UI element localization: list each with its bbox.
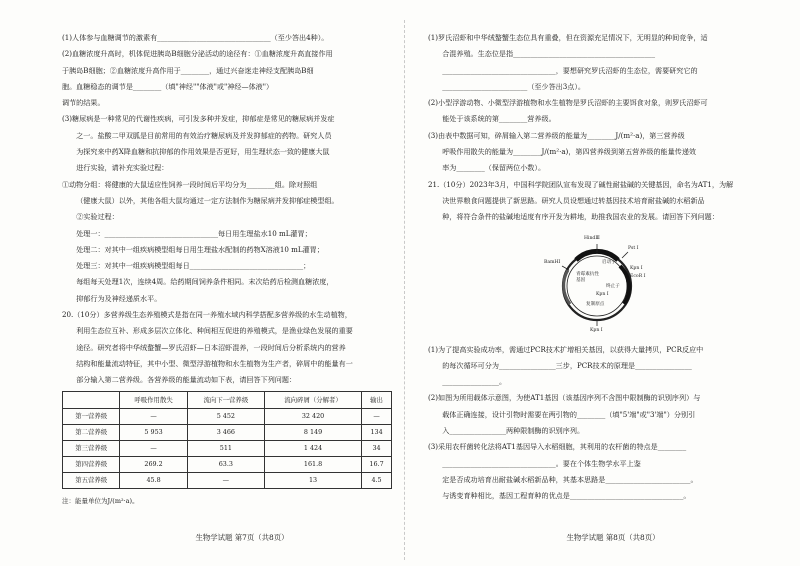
text-line: 20.（10分）多营养级生态养殖模式是指在同一养殖水域内科学搭配多营养级的水生动植物， — [62, 310, 352, 320]
text-line: 胞。血糖稳态的调节是________（填"神经""体液"或"神经—体液"） — [62, 81, 274, 91]
text-line: 能处于该系统的第________营养级。 — [442, 114, 556, 124]
table-cell: 16.7 — [362, 456, 392, 472]
text-line: (2)血糖浓度升高时，机体促进胰岛B细胞分泌活动的途径有：①血糖浓度升高直接作用 — [62, 49, 333, 59]
plasmid-vector-diagram — [522, 230, 672, 340]
table-cell: 161.8 — [264, 456, 361, 472]
text-line: 部分输入第二营养级。各营养级的能量流动如下表，请回答下列问题： — [76, 375, 297, 385]
text-line: 与诱变育种相比，基因工程育种的优点是________________________________。 — [442, 491, 691, 501]
table-cell: 5 953 — [120, 424, 187, 440]
site-label-psti: Pst Ⅰ — [628, 245, 639, 251]
site-label-kpni-1: Kpn Ⅰ — [630, 265, 643, 271]
text-line: 合混养殖。生态位是指________________________________________ — [442, 49, 655, 59]
text-line: 为探究来中药X降血糖和抗抑郁的作用效果是否更好，用生理状态一致的健康大鼠 — [76, 147, 330, 157]
right-question-text — [428, 30, 766, 226]
table-cell: — — [362, 408, 392, 424]
text-line: 种，将符合条件的盐碱地适度有序开发为耕地，助推我国农业的发展。请回答下列问题： — [442, 212, 719, 222]
text-line: 入________________两种限制酶的识别序列。 — [442, 426, 585, 436]
table-cell: 1 424 — [264, 440, 361, 456]
table-cell: 34 — [362, 440, 392, 456]
table-cell: — — [187, 472, 264, 488]
text-line: ________________________________。要在个体生物学水平上鉴 — [442, 458, 641, 468]
table-cell: 8 149 — [264, 424, 361, 440]
text-line: 处理二：对其中一组疾病模型组每日用生理盐水配制的药物X溶液10 mL灌胃； — [76, 244, 324, 254]
text-line: 处理三：对其中一组疾病模型组每日________________________________； — [76, 261, 311, 271]
text-line: （健康大鼠）以外，其他各组大鼠均通过一定方法制作为糖尿病并发抑郁症模型组。 — [76, 195, 339, 205]
table-cell: 63.3 — [187, 456, 264, 472]
table-cell: 511 — [187, 440, 264, 456]
table-cell: 32 420 — [264, 408, 361, 424]
exam-page-8 — [410, 0, 780, 566]
replication-origin-label: 复制原点 — [586, 301, 605, 307]
table-header-cell: 流向碎屑（分解者） — [264, 391, 361, 408]
text-line: ②实验过程： — [76, 212, 119, 222]
table-row — [63, 440, 392, 456]
terminator-label: 终止子 — [606, 283, 620, 289]
text-line: 结构和能量流动特征，其中小型、微型浮游植物和水生植物为生产者，碎屑中的能量有一 — [76, 358, 353, 368]
table-cell: 45.8 — [120, 472, 187, 488]
promoter-label: 启动子 — [602, 259, 616, 265]
text-line: (1)人体参与血糖调节的激素有________________________________（至少答出4种）。 — [62, 33, 329, 42]
text-line: 利用生态位互补、形成多层次立体化、种间相互促进的养殖模式，是渔业绿色发展的重要 — [76, 326, 353, 336]
text-line: 呼吸作用散失的能量为________J/(m²·a)，第四营养级到第五营养级的能量传递效 — [442, 147, 697, 157]
text-line: 进行实验，请补充实验过程： — [76, 163, 169, 173]
table-row — [63, 472, 392, 488]
table-cell: 134 — [362, 424, 392, 440]
table-cell: — — [120, 408, 187, 424]
table-row — [63, 456, 392, 472]
table-row — [63, 408, 392, 424]
text-line: ________________。 — [442, 377, 507, 387]
exam-page-7 — [40, 0, 400, 566]
text-line: 21.（10分）2023年3月，中国科学院团队宣布发现了碱性耐盐碱的关键基因，命名为AT1，为解 — [428, 179, 734, 189]
table-cell: — — [120, 440, 187, 456]
text-line: ________________________________，要想研究罗氏沼虾的生态位，需要研究它的 — [442, 65, 698, 75]
energy-flow-table — [62, 391, 386, 489]
table-cell: 5 452 — [187, 408, 264, 424]
table-note: 注：能量单位为J/(m²·a)。 — [62, 496, 139, 505]
ampicillin-resistance-label: 青霉素抗性基因 — [576, 271, 599, 283]
text-line: 的每次循环可分为________________三步，PCR技术的原理是________________ — [442, 360, 692, 370]
table-cell: 第四营养级 — [63, 456, 120, 472]
table-header-cell: 输出 — [362, 391, 392, 408]
text-line: (1)为了提高实验成功率，需通过PCR技术扩增相关基因，以获得大量拷贝，PCR反应中 — [428, 344, 704, 354]
table-cell: 4.5 — [362, 472, 392, 488]
text-line: 率为________（保留两位小数）。 — [442, 163, 546, 173]
table-header-cell: 流向下一营养级 — [187, 391, 264, 408]
table-cell: 3 466 — [187, 424, 264, 440]
site-label-bamhi: BamHⅠ — [544, 259, 561, 265]
text-line: (1)罗氏沼虾和中华绒螯蟹生态位具有重叠，但在资源充足情况下，无明显的种间竞争，适 — [428, 33, 708, 42]
text-line: (3)采用农杆菌转化法将AT1基因导入水稻细胞，其利用的农杆菌的特点是________ — [428, 442, 687, 452]
table-cell: 269.2 — [120, 456, 187, 472]
page-divider — [404, 20, 405, 560]
table-row — [63, 424, 392, 440]
table-cell: 第二营养级 — [63, 424, 120, 440]
table-header-cell: 呼吸作用散失 — [120, 391, 187, 408]
right-question-text-2 — [428, 342, 766, 505]
table-header-cell — [63, 391, 120, 408]
table-header-row — [63, 391, 392, 408]
text-line: 调节的结果。 — [62, 98, 105, 108]
table-cell: 第三营养级 — [63, 440, 120, 456]
text-line: (2)小型浮游动物、小微型浮游植物和水生植物是罗氏沼虾的主要饵食对象，则罗氏沼虾可 — [428, 98, 708, 108]
text-line: 之一。盐酸二甲双胍是目前常用的有效治疗糖尿病及并发抑郁症的药物。研究人员 — [76, 130, 332, 140]
text-line: (3)由表中数据可知，碎屑输入第二营养级的能量为________J/(m²·a)，第三营养级 — [428, 130, 685, 140]
text-line: ________________________（至少答出3点）。 — [442, 81, 586, 91]
table-body — [63, 408, 392, 488]
text-line: (3)糖尿病是一种常见的代谢性疾病，可引发多种并发症，抑郁症是常见的糖尿病并发症 — [62, 114, 335, 124]
table-cell: 第一营养级 — [63, 408, 120, 424]
page-footer-left: 生物学试题 第7页（共8页） — [195, 532, 289, 542]
site-label-ecori: EcoR Ⅰ — [630, 273, 646, 279]
text-line: ①动物分组：将健康的大鼠适应性饲养一段时间后平均分为________组。除对照组 — [62, 179, 318, 189]
text-line: 处理一：________________________________每日用生理盐水10 mL灌胃； — [76, 228, 312, 238]
text-line: 抑郁行为及神经递质水平。 — [76, 293, 162, 303]
site-label-kpni-2: Kpn Ⅰ — [596, 291, 609, 297]
text-line: 决世界粮食问题提供了新思路。研究人员设想通过转基因技术培育耐盐碱的水稻新品 — [442, 195, 705, 205]
page-footer-right: 生物学试题 第8页（共8页） — [566, 532, 660, 542]
site-label-hindiii: HindⅢ — [584, 235, 600, 241]
plasmid-ring-graphic — [522, 230, 672, 340]
left-question-text — [62, 30, 386, 389]
text-line: 于胰岛B细胞；②血糖浓度升高作用于________，通过兴奋迷走神经支配胰岛B细 — [62, 65, 314, 75]
site-label-kpni-3: Kpn Ⅰ — [590, 327, 603, 333]
table-cell: 第五营养级 — [63, 472, 120, 488]
text-line: 每组每天处理1次，连续4周。给药期间饲养条件相同。末次给药后检测血糖浓度， — [76, 277, 334, 287]
text-line: (2)如图为所用载体示意图，为使AT1基因（该基因序列不含图中限制酶的识别序列）与 — [428, 393, 701, 403]
text-line: 定是否成功培育出耐盐碱水稻新品种，其基本思路是________________________。 — [442, 474, 698, 484]
text-line: 载体正确连接，设计引物时需要在两引物的________（填"5'端"或"3'端"）分别引 — [442, 409, 696, 419]
table-cell: 13 — [264, 472, 361, 488]
text-line: 途径。研究者将中华绒螯蟹—罗氏沼虾—日本沼虾混养，一段时间后分析系统内的营养 — [76, 342, 346, 352]
